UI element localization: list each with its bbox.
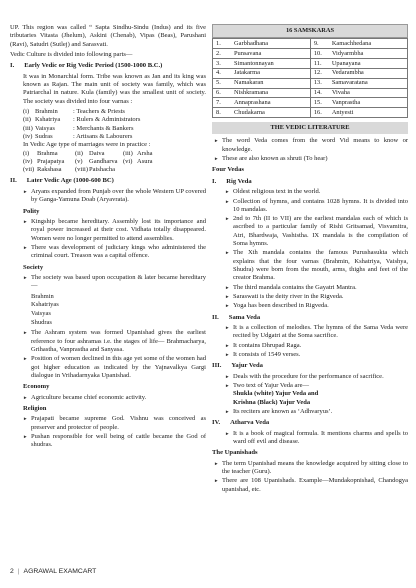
table-cell: Namakaran [231, 78, 310, 88]
vedic-literature-list [214, 137, 408, 163]
table-cell: Simantonnayan [231, 58, 310, 68]
sama-veda-heading: II. Sama Veda [212, 313, 261, 321]
table-cell: 4. [213, 68, 232, 78]
society-heading: Society [23, 263, 44, 271]
table-cell: Annaprashana [231, 98, 310, 108]
economy-list [23, 394, 206, 402]
list-item: ► Kingship became hereditary. Assembly lost its importance and royal power increased at their cost. Vidhata totally disappeared. Women were no longer permitted to attend assemblies. [23, 218, 206, 243]
list-item: ► Deals with the procedure for the performance of sacrifice. [225, 373, 408, 381]
society-varna-list [31, 293, 206, 328]
list-item: ► Its reciters are known as ‘Adhvaryus’. [225, 408, 408, 416]
table-cell: 5. [213, 78, 232, 88]
list-item: ► The society was based upon occupation & later became hereditary— [23, 274, 206, 291]
marriage-intro: In Vedic Age type of marriages were in practice : [23, 141, 151, 149]
atharva-veda-list [225, 430, 408, 447]
table-cell: 1. [213, 39, 232, 49]
table-cell: Garbhadhana [231, 39, 310, 49]
marriage-types [10, 150, 206, 175]
marriage-row: (iv) Prajapatya (v) Gandharva (vi) Asura [23, 157, 153, 165]
page-footer [10, 568, 96, 577]
table-cell: 2. [213, 49, 232, 59]
intro-paragraph: UP. This region was called “ Sapta Sindhu-Sindu (Indus) and its five tributaries Vitasta (Jhelum), Askini (Chenab), Vipas (Beas), Parushani (Ravi), Satudri (Sutlej) and Sarasvati. [10, 24, 206, 48]
table-cell: Vanprastha [329, 98, 408, 108]
table-cell: 8. [213, 108, 232, 118]
table-row [213, 49, 408, 59]
religion-list [23, 415, 206, 449]
later-vedic-list [23, 188, 206, 205]
table-row [213, 78, 408, 88]
list-item: Kshatriyas [31, 301, 59, 309]
sama-veda-list [225, 324, 408, 359]
varna-row: (iv) Sudras : Artisans & Labourers [23, 132, 133, 140]
table-cell: Upanayana [329, 58, 408, 68]
table-cell: 13. [310, 78, 329, 88]
religion-heading: Religion [23, 404, 47, 412]
society-list-2 [23, 329, 206, 380]
four-vedas-heading: Four Vedas [212, 166, 244, 174]
table-cell: 11. [310, 58, 329, 68]
list-item: ► Oldest religious text in the world. [225, 188, 408, 196]
list-item: ► Pushan responsible for well being of cattle became the God of shudras. [23, 433, 206, 450]
samskaras-title: 16 SAMSKARAS [212, 24, 408, 38]
table-cell: Jatakarma [231, 68, 310, 78]
list-item: ► The third mandala contains the Gayatri Mantra. [225, 284, 408, 292]
list-item: ► Two text of Yajur Veda are— Shukla (white) Yajur Veda and Krishna (Black) Yajur Veda [225, 382, 408, 407]
footer-separator: | [17, 568, 20, 575]
atharva-veda-heading: IV. Atharva Veda [212, 419, 270, 427]
list-item: ► It is a collection of melodies. The hymns of the Sama Veda were recited by Udgatri at the Soma sacrifice. [225, 324, 408, 341]
upanishads-list [214, 460, 408, 494]
list-item: ► It is a book of magical formula. It mentions charms and spells to ward off evil and disease. [225, 430, 408, 447]
economy-heading: Economy [23, 383, 50, 391]
list-item: ► Position of women declined in this age yet some of the women had got higher education as indicated by the Yajnavalkya Gargi dialogue in Vrihadarnyaka Upanishad. [23, 355, 206, 380]
marriage-row: (vii) Rakshasa (viii) Paishacha [23, 166, 115, 174]
polity-list [23, 218, 206, 261]
list-item: ► The Xth mandala contains the famous Purushasukta which explains that the four varnas (Brahmin, Kshatriya, Vaishya, Shudra) were born from the mouth, arms, thighs and feet of the creator Brahma. [225, 249, 408, 282]
table-row [213, 98, 408, 108]
table-row [213, 39, 408, 49]
list-item: ► 2nd to 7th (II to VII) are the earliest mandalas each of which is ascribed to a particular family of Rishi Gritsamad, Visvamitra, Atri, Bhardwaja, Vashistha. IX mandala is the compilation of Soma hymns. [225, 215, 408, 248]
table-cell: Nishkramana [231, 88, 310, 98]
list-item: ► Saraswati is the deity river in the Rigveda. [225, 293, 408, 301]
yajur-veda-list [225, 373, 408, 417]
table-row [213, 108, 408, 118]
list-item: ► Agriculture became chief economic activity. [23, 394, 206, 402]
list-item: ► The Ashram system was formed Upanishad gives the earliest reference to four ashramas i.e. the stages of life— Brahmacharya, Grihastha, Vanprastha and Sanyasa. [23, 329, 206, 354]
list-item: Brahmin [31, 292, 54, 300]
table-cell: Vivaha [329, 88, 408, 98]
varna-row: (iii) Vaisyas : Merchants & Bankers [23, 124, 134, 132]
marriage-row: (i) Brahma (ii) Daiva (iii) Arsha [23, 149, 153, 157]
section-heading-later-vedic: II. Later Vedic Age (1000-600 BC) [10, 177, 114, 185]
list-item: ► Aryans expanded from Punjab over the whole Western UP covered by Ganga-Yamuna Doab (Aryavrata). [23, 188, 206, 205]
table-cell: Punsavana [231, 49, 310, 59]
footer-brand: AGRAWAL EXAMCART [23, 568, 97, 575]
list-item: ► Yoga has been described in Rigveda. [225, 302, 408, 310]
intro-paragraph: Vedic Culture is divided into following parts— [10, 50, 133, 58]
table-cell: Chudakarna [231, 108, 310, 118]
table-cell: 7. [213, 98, 232, 108]
rig-veda-list [225, 188, 408, 310]
table-cell: 6. [213, 88, 232, 98]
yajur-veda-heading: III. Yajur Veda [212, 362, 263, 370]
society-list [23, 274, 206, 291]
table-row [213, 88, 408, 98]
section-heading-early-vedic: I. Early Vedic or Rig Vedic Period (1500-1000 B.C.) [10, 62, 163, 70]
table-cell: 12. [310, 68, 329, 78]
varnas-list [10, 108, 206, 141]
table-cell: 3. [213, 58, 232, 68]
list-item: ► It contains Dhrupad Raga. [225, 342, 408, 350]
list-item: ► The term Upanishad means the knowledge acquired by sitting close to the teacher (Guru). [214, 460, 408, 477]
list-item: ► There was development of judiciary kings who administered the criminal court. Treason was a capital offence. [23, 244, 206, 261]
list-item: Shudras [31, 319, 52, 326]
list-item: ► It consists of 1549 verses. [225, 351, 408, 359]
table-cell: Vedarambha [329, 68, 408, 78]
table-cell: 9. [310, 39, 329, 49]
left-column [10, 24, 206, 452]
table-cell: 14. [310, 88, 329, 98]
rig-veda-heading: I. Rig Veda [212, 177, 252, 185]
table-cell: Kamachhedana [329, 39, 408, 49]
table-row [213, 68, 408, 78]
list-item: Vaisyas [31, 310, 51, 318]
page-number: 2 [10, 568, 14, 575]
list-item: ► These are also known as shruti (To hear) [214, 155, 408, 163]
upanishads-heading: The Upanishads [212, 449, 258, 457]
early-vedic-paragraph: It was in Monarchial form. Tribe was known as Jan and its king was known as Rajan. The main unit of society was family, which was Patriarchal in nature. Kula (family) was the smallest unit of society. The society was divided into four varnas : [23, 72, 206, 105]
table-cell: Vidyarmbha [329, 49, 408, 59]
varna-row: (i) Brahmin : Teachers & Priests [23, 107, 125, 115]
table-row [213, 58, 408, 68]
table-cell: Antyesti [329, 108, 408, 118]
table-cell: 10. [310, 49, 329, 59]
list-item: ► There are 108 Upanishads. Example—Mundakopnishad, Chandogya upanishad, etc. [214, 477, 408, 494]
table-cell: Samavaratana [329, 78, 408, 88]
right-column [212, 24, 408, 496]
samskaras-table [212, 38, 408, 118]
list-item: ► Prajapati became supreme God. Vishnu was conceived as preserver and protector of people. [23, 415, 206, 432]
vedic-literature-title: THE VEDIC LITERATURE [212, 122, 408, 134]
polity-heading: Polity [23, 207, 40, 215]
list-item: ► The word Veda comes from the word Vid means to know or knowledge. [214, 137, 408, 154]
table-cell: 16. [310, 108, 329, 118]
list-item: ► Collection of hymns, and contains 1028 hymns. It is divided into 10 mandalas. [225, 198, 408, 215]
table-cell: 15. [310, 98, 329, 108]
varna-row: (ii) Kshatriya : Rulers & Administrators [23, 116, 141, 124]
